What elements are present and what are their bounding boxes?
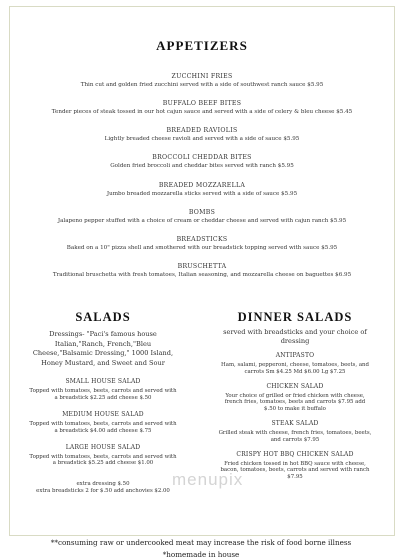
appetizer-description: Baked on a 10" pizza shell and smothered with our breadstick topping served with sauce $5.95 bbox=[66, 245, 338, 251]
salad-description bbox=[12, 421, 194, 435]
dressings-line: Honey Mustard, and Sweet and Sour bbox=[41, 358, 165, 367]
dinner-salad-description-line: Your choice of grilled or fried chicken with cheese, bbox=[225, 392, 365, 399]
extra-breadsticks-line: extra breadsticks 2 for $.50 add anchovies $2.00 bbox=[36, 487, 170, 494]
dinner-salad-description-line: $.50 to make it buffalo bbox=[264, 406, 326, 413]
appetizer-name: BUFFALO BEEF BITES bbox=[162, 100, 242, 107]
salad-description bbox=[12, 454, 194, 468]
dinner-salad-description-line: and carrots $7.95 bbox=[270, 436, 320, 443]
appetizer-name: BOMBS bbox=[188, 209, 216, 216]
dinner-salad-name: CHICKEN SALAD bbox=[266, 382, 324, 390]
dinner-salad-description-line: carrots Sm $4.25 Md $6.00 Lg $7.25 bbox=[244, 368, 346, 375]
appetizer-description: Jumbo breaded mozzarella sticks served with a side of sauce $5.95 bbox=[106, 191, 298, 197]
salads-heading: SALADS bbox=[75, 310, 131, 324]
dinner-salad-description bbox=[202, 393, 388, 413]
homemade-note: *homemade in house bbox=[162, 550, 240, 559]
salad-description-line: Topped with tomatoes, beets, carrots and served with bbox=[29, 453, 177, 460]
appetizer-name: ZUCCHINI FRIES bbox=[171, 73, 233, 80]
appetizer-description: Jalapeno pepper stuffed with a choice of cream or cheddar cheese and served with cajun ranch $5.95 bbox=[57, 218, 347, 224]
dinner-salad-description-line: Fried chicken tossed in hot BBQ sauce with cheese, bbox=[224, 460, 366, 467]
appetizer-name: BREADED RAVIOLIS bbox=[166, 127, 238, 134]
salad-description-line: Topped with tomatoes, beets, carrots and served with bbox=[29, 420, 177, 427]
salad-description bbox=[12, 388, 194, 402]
appetizer-name: BROCCOLI CHEDDAR BITES bbox=[152, 154, 252, 161]
dressings-intro bbox=[12, 330, 194, 368]
dinner-salad-description-line: french fries, tomatoes, beets and carrots $7.95 add bbox=[224, 399, 366, 406]
appetizer-description: Traditional bruschetta with fresh tomatoes, Italian seasoning, and mozzarella cheese on baguettes $6.95 bbox=[52, 272, 352, 278]
dinner-salad-description-line: bacon, tomatoes, beets, carrots and served with ranch bbox=[220, 467, 370, 474]
dinner-salad-name: STEAK SALAD bbox=[271, 419, 319, 427]
dinner-salad-description bbox=[202, 362, 388, 376]
dinner-salad-name: ANTIPASTO bbox=[275, 352, 315, 359]
dinner-salads-heading: DINNER SALADS bbox=[237, 310, 353, 324]
extra-dressing-line: extra dressing $.50 bbox=[76, 481, 130, 488]
appetizers-heading: APPETIZERS bbox=[156, 38, 248, 53]
appetizer-description: Lightly breaded cheese ravioli and served with a side of sauce $5.95 bbox=[104, 136, 300, 142]
dressings-line: Dressings- "Paci's famous house bbox=[49, 330, 157, 338]
appetizer-description: Golden fried broccoli and cheddar bites served with ranch $5.95 bbox=[110, 163, 294, 169]
appetizer-description: Thin cut and golden fried zucchini served with a side of southwest ranch sauce $5.95 bbox=[80, 82, 324, 88]
appetizer-name: BREADSTICKS bbox=[176, 236, 228, 243]
dinner-salad-description-line: Ham, salami, pepperoni, cheese, tomatoes, beets, and bbox=[221, 362, 369, 368]
subtitle-line: served with breadsticks and your choice of bbox=[223, 328, 367, 336]
subtitle-line: dressing bbox=[280, 337, 310, 345]
salad-name: MEDIUM HOUSE SALAD bbox=[62, 410, 144, 418]
dinner-salads-subtitle bbox=[202, 328, 388, 346]
salad-description-line: a breadstick $4.00 add cheese $.75 bbox=[54, 427, 152, 434]
salad-extras bbox=[12, 481, 194, 495]
salad-name: LARGE HOUSE SALAD bbox=[65, 443, 141, 451]
dressings-line: Cheese,"Balsamic Dressing," 1000 Island, bbox=[32, 349, 174, 358]
dinner-salads-section bbox=[202, 310, 388, 481]
dressings-line: Italian,"Ranch, French,"Bleu bbox=[54, 339, 152, 348]
raw-meat-warning: **consuming raw or undercooked meat may increase the risk of food borne illness bbox=[50, 538, 352, 547]
salad-description-line: Topped with tomatoes, beets, carrots and served with bbox=[29, 388, 177, 395]
dinner-salad-name: CRISPY HOT BBQ CHICKEN SALAD bbox=[236, 450, 354, 458]
appetizer-name: BREADED MOZZARELLA bbox=[158, 182, 246, 189]
watermark-logo: menupix bbox=[172, 470, 244, 489]
dinner-salad-description bbox=[202, 430, 388, 444]
appetizer-description: Tender pieces of steak tossed in our hot cajun sauce and served with a side of celery & bleu cheese $5.45 bbox=[51, 109, 353, 115]
dinner-salad-description-line: Grilled steak with cheese, french fries, tomatoes, beets, bbox=[218, 429, 372, 436]
salad-name: SMALL HOUSE SALAD bbox=[65, 378, 141, 386]
dinner-salad-description-line: $7.95 bbox=[287, 474, 303, 481]
salad-description-line: a breadstick $5.25 add cheese $1.00 bbox=[52, 460, 154, 467]
salad-description-line: a breadstick $2.25 add cheese $.50 bbox=[54, 395, 152, 402]
appetizer-name: BRUSCHETTA bbox=[177, 263, 227, 270]
salads-section bbox=[12, 310, 194, 495]
